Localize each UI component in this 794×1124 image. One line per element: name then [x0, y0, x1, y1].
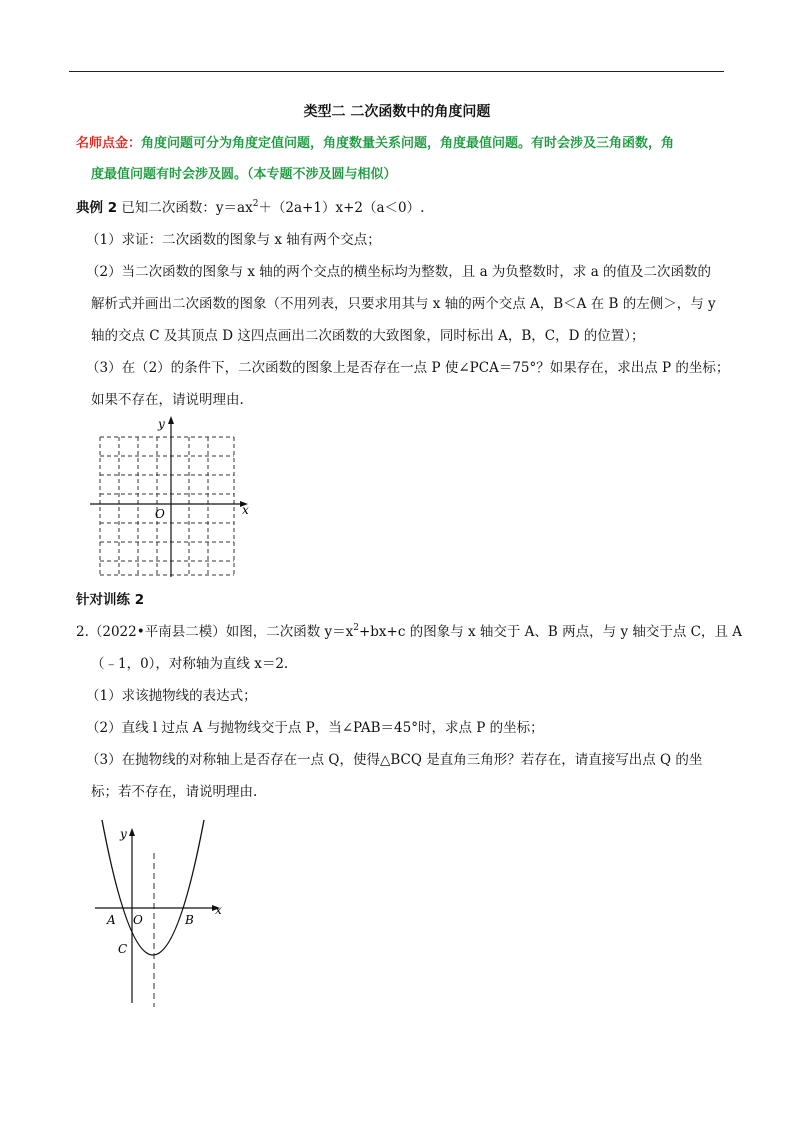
parabola-y-arrow: [129, 828, 135, 836]
tip-line-2: 度最值问题有时会涉及圆。（本专题不涉及圆与相似）: [91, 167, 397, 182]
example-q2-line2: 解析式并画出二次函数的图象（不用列表，只要求用其与 x 轴的两个交点 A，B＜A 在 B 的左侧＞，与 y: [91, 296, 716, 312]
training-problem-line1: [76, 623, 742, 641]
parabola-figure: [92, 815, 232, 1010]
example-q3-line2: 如果不存在，请说明理由.: [91, 392, 244, 408]
parabola-origin-label: O: [133, 913, 143, 927]
parabola-x-label: x: [215, 903, 222, 917]
example-heading: [76, 199, 424, 217]
training-q3-line1: （3）在抛物线的对称轴上是否存在一点 Q，使得△BCQ 是直角三角形？若存在，请直接写出点 Q 的坐: [86, 752, 703, 768]
section-title: 类型二 二次函数中的角度问题: [303, 104, 491, 120]
training-problem-1a: 2.（2022•平南县二模）如图，二次函数 y＝x: [76, 624, 354, 640]
example-intro: 已知二次函数：: [117, 200, 216, 216]
point-a-label: A: [107, 913, 116, 927]
tip-line-1: [76, 135, 674, 153]
training-q1: （1）求该抛物线的表达式；: [86, 688, 257, 704]
training-problem-line2: （﹣1，0），对称轴为直线 x＝2.: [91, 656, 289, 672]
example-q2-line1: （2）当二次函数的图象与 x 轴的两个交点的横坐标均为整数，且 a 为负整数时，求 a 的值及二次函数的: [86, 264, 712, 280]
example-formula-a: y＝ax: [215, 200, 253, 216]
grid-origin-label: O: [155, 507, 165, 521]
training-heading: 针对训练 2: [76, 592, 145, 608]
tip-label: 名师点金：: [76, 136, 142, 151]
point-b-label: B: [185, 913, 194, 927]
example-q3-line1: （3）在（2）的条件下，二次函数的图象上是否存在一点 P 使∠PCA＝75°？如果存在，求出点 P 的坐标；: [86, 360, 730, 376]
grid-y-label: y: [158, 417, 165, 431]
training-exponent: 2: [353, 623, 359, 633]
training-q3-line2: 标；若不存在，请说明理由.: [91, 784, 258, 800]
header-rule: [69, 71, 724, 72]
grid-x-label: x: [242, 503, 249, 517]
training-problem-1b: +bx+c 的图象与 x 轴交于 A、B 两点，与 y 轴交于点 C，且 A: [358, 624, 743, 640]
dashed-grid: [100, 437, 234, 575]
example-formula-b: ＋（2a+1）x+2（a＜0）.: [258, 200, 425, 216]
training-q2: （2）直线 l 过点 A 与抛物线交于点 P，当∠PAB＝45°时，求点 P 的坐标；: [86, 720, 544, 736]
point-c-label: C: [118, 942, 128, 956]
parabola-y-label: y: [120, 827, 127, 841]
example-q2-line3: 轴的交点 C 及其顶点 D 这四点画出二次函数的大致图象，同时标出 A，B，C，D 的位置）；: [91, 328, 645, 344]
example-exponent: 2: [252, 199, 259, 209]
example-label: 典例 2: [76, 200, 118, 216]
example-q1: （1）求证：二次函数的图象与 x 轴有两个交点；: [86, 232, 381, 248]
tip-text-1: 角度问题可分为角度定值问题，角度数量关系问题，角度最值问题。有时会涉及三角函数，角: [141, 136, 675, 151]
grid-y-arrow: [168, 416, 174, 424]
parabola-curve: [102, 820, 204, 955]
grid-figure: [88, 412, 258, 582]
